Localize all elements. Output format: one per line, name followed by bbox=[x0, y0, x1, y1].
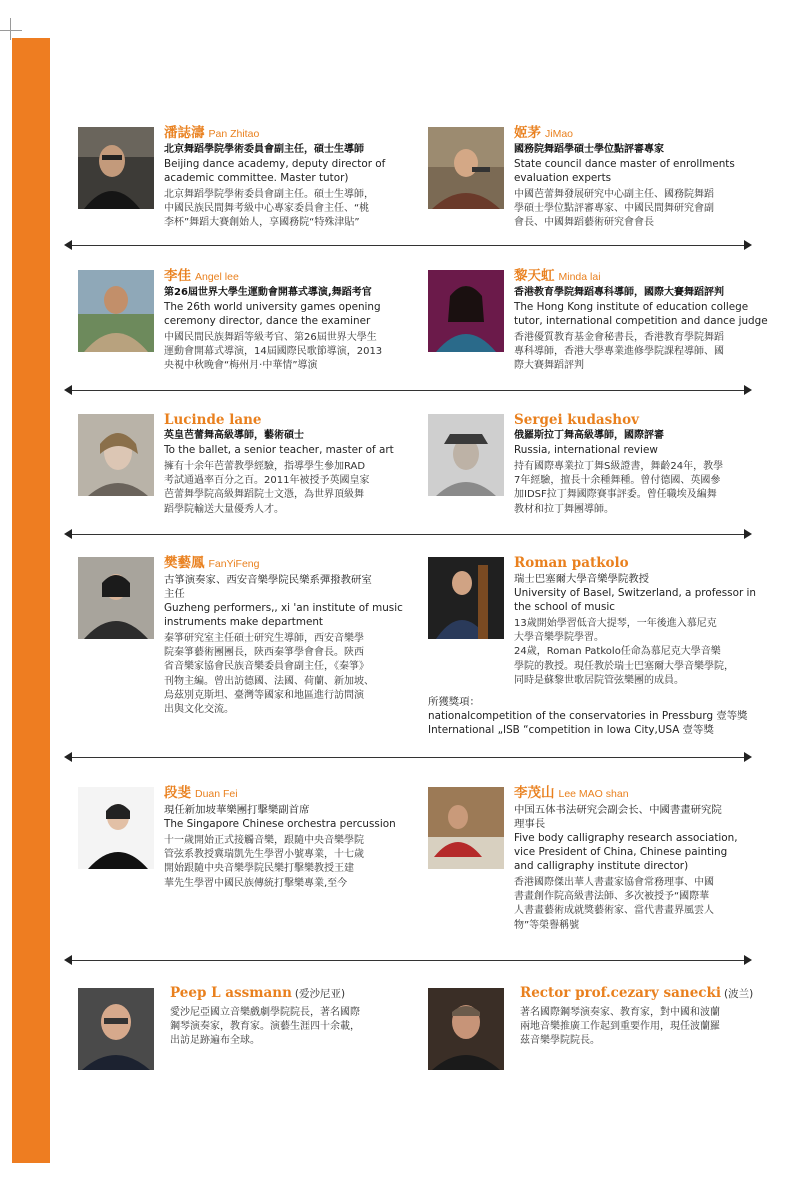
name-chinese: Peep L assmann bbox=[170, 985, 292, 1001]
en-line: 瑞士巴塞爾大學音樂學院教授 bbox=[514, 573, 650, 585]
crop-mark bbox=[0, 30, 22, 31]
portrait-photo bbox=[428, 414, 504, 496]
en-line: 主任 bbox=[164, 588, 185, 600]
en-line: tutor, international competition and dance judge bbox=[514, 315, 768, 327]
name-chinese: 樊藝鳳 bbox=[164, 555, 205, 571]
name-chinese: Lucinde lane bbox=[164, 412, 262, 428]
en-line: To the ballet, a senior teacher, master of art bbox=[164, 444, 394, 456]
bio-line: 7年經驗，擅長十余種舞種。曾付德國、英國參 bbox=[514, 475, 721, 487]
bio-line: 茲音樂學院院長。 bbox=[520, 1035, 600, 1047]
bio-line: 24歲，Roman Patkolo任命為慕尼克大學音樂 bbox=[514, 646, 721, 658]
profile-name bbox=[514, 125, 776, 143]
en-line: Five body calligraphy research association, bbox=[514, 832, 738, 844]
en-line: The Singapore Chinese orchestra percussion bbox=[164, 818, 396, 830]
profile-title: 香港教育學院舞蹈專科導師，國際大賽舞蹈評判 bbox=[514, 287, 724, 298]
portrait-photo bbox=[78, 557, 154, 639]
en-line: ceremony director, dance the examiner bbox=[164, 315, 371, 327]
awards-block bbox=[428, 695, 768, 737]
portrait-photo bbox=[428, 270, 504, 352]
bio-line: 愛沙尼亞國立音樂戲劇學院院長，著名國際 bbox=[170, 1007, 360, 1018]
portrait-photo bbox=[78, 414, 154, 496]
bio-line: 教材和拉丁舞團導師。 bbox=[514, 503, 614, 515]
profile-title: 英皇芭蕾舞高級導師，藝術碩士 bbox=[164, 430, 304, 441]
bio-line: 蹈學院輸送大量優秀人才。 bbox=[164, 503, 284, 515]
bio-line: 兩地音樂推廣工作起到重要作用，現任波蘭羅 bbox=[520, 1021, 720, 1033]
bio-line: 秦箏研究室主任碩士研究生導師，西安音樂學 bbox=[164, 633, 364, 644]
portrait-photo bbox=[78, 127, 154, 209]
en-line: instruments make department bbox=[164, 616, 324, 628]
name-english: FanYiFeng bbox=[208, 558, 260, 570]
portrait-photo bbox=[78, 270, 154, 352]
bio-line: 人書畫藝術成就獎藝術家、當代書畫界風雲人 bbox=[514, 905, 714, 917]
en-line: The Hong Kong institute of education college bbox=[514, 301, 749, 313]
profile-name bbox=[514, 412, 776, 429]
name-english: Lee MAO shan bbox=[558, 788, 629, 800]
portrait-photo bbox=[428, 787, 504, 869]
en-line: 中国五体书法研究会副会长、中國書畫研究院 bbox=[514, 804, 722, 816]
bio-line: 香港國際傑出華人書畫家協會常務理事、中國 bbox=[514, 877, 714, 888]
en-line: 古箏演奏家、西安音樂學院民樂系彈撥教研室 bbox=[164, 574, 372, 586]
profile-name bbox=[514, 555, 776, 572]
bio-line: 書畫創作院高級書法師、多次被授予“國際華 bbox=[514, 891, 710, 903]
bio-line: 中國民族民間舞考級中心專家委員會主任、“桃 bbox=[164, 203, 370, 215]
bio-line: 持有國際專業拉丁舞S級證書，舞齡24年，教學 bbox=[514, 461, 724, 472]
bio-line: 物”等榮譽稱號 bbox=[514, 919, 580, 931]
country-tag: (爱沙尼亚) bbox=[294, 988, 346, 1000]
en-line: academic committee. Master tutor) bbox=[164, 172, 349, 184]
name-english: Angel lee bbox=[195, 271, 239, 283]
portrait-photo bbox=[78, 787, 154, 869]
bio-line: 會長、中國舞蹈藝術研究會會長 bbox=[514, 217, 654, 229]
bio-line: 著名國際鋼琴演奏家、教育家，對中國和波蘭 bbox=[520, 1007, 720, 1018]
portrait-photo bbox=[78, 988, 154, 1070]
name-english: Minda lai bbox=[558, 271, 601, 283]
name-english: Duan Fei bbox=[195, 788, 238, 800]
name-chinese: 李佳 bbox=[164, 268, 191, 284]
portrait-photo bbox=[428, 557, 504, 639]
bio-line: 鋼琴演奏家，教育家。演藝生涯四十余載， bbox=[170, 1021, 360, 1033]
name-chinese: Roman patkolo bbox=[514, 555, 629, 571]
bio-line: 專科導師，香港大學專業進修學院課程導師、國 bbox=[514, 346, 724, 358]
bio-line: 省音樂家協會民族音樂委員會副主任，《秦箏》 bbox=[164, 661, 369, 673]
awards-label: 所獲獎項： bbox=[428, 696, 480, 708]
bio-line: 管弦系教授冀瑞凱先生學習小號專業，十七歲 bbox=[164, 849, 364, 861]
profile-title: 第26屆世界大學生運動會開幕式導演,舞蹈考官 bbox=[164, 287, 372, 298]
bio-line: 中國民間民族舞蹈等級考官、第26屆世界大學生 bbox=[164, 332, 377, 343]
en-line: 現任新加坡華樂團打擊樂副首席 bbox=[164, 804, 310, 816]
section-divider bbox=[72, 534, 744, 535]
section-divider bbox=[72, 757, 744, 758]
profile-name bbox=[164, 412, 426, 429]
name-english: JiMao bbox=[545, 128, 574, 140]
section-divider bbox=[72, 960, 744, 961]
bio-line: 出訪足跡遍布全球。 bbox=[170, 1035, 260, 1047]
bio-line: 香港優質教育基金會秘書長，香港教育學院舞蹈 bbox=[514, 332, 724, 343]
section-divider bbox=[72, 245, 744, 246]
name-chinese: 姬茅 bbox=[514, 125, 541, 141]
profile-title: 國務院舞蹈學碩士學位點評審專家 bbox=[514, 144, 664, 155]
bio-line: 院秦箏藝術團團長，陝西秦箏學會會長。陝西 bbox=[164, 647, 364, 659]
country-tag: (波兰) bbox=[724, 988, 754, 1000]
award-line: International „ISB “competition in Iowa City,USA 壹等獎 bbox=[428, 724, 714, 736]
bio-line: 同時是蘇黎世歌居院管弦樂團的成員。 bbox=[514, 674, 684, 686]
profile-name bbox=[164, 268, 426, 286]
name-chinese: 潘誌濤 bbox=[164, 125, 205, 141]
profile-title: 北京舞蹈學院學術委員會副主任，碩士生導師 bbox=[164, 144, 364, 155]
bio-line: 大學音樂學院學習。 bbox=[514, 632, 604, 644]
bio-line: 加IDSF拉丁舞國際賽事評委。曾任職埃及編舞 bbox=[514, 489, 717, 501]
name-english: Pan Zhitao bbox=[208, 128, 260, 140]
profile-name bbox=[164, 555, 426, 573]
bio-line: 北京舞蹈學院學術委員會副主任。碩士生導師， bbox=[164, 189, 374, 200]
en-line: The 26th world university games opening bbox=[164, 301, 381, 313]
en-line: vice President of China, Chinese painting bbox=[514, 846, 728, 858]
en-line: State council dance master of enrollments bbox=[514, 158, 735, 170]
en-line: Russia, international review bbox=[514, 444, 658, 456]
en-line: Beijing dance academy, deputy director of bbox=[164, 158, 386, 170]
bio-line: 出與文化交流。 bbox=[164, 704, 234, 716]
bio-line: 華先生學習中國民族傳統打擊樂專業,至今 bbox=[164, 877, 348, 889]
bio-line: 際大賽舞蹈評判 bbox=[514, 360, 584, 372]
bio-line: 中國芭蕾舞發展研究中心副主任、國務院舞蹈 bbox=[514, 189, 714, 200]
name-chinese: Rector prof.cezary sanecki bbox=[520, 985, 721, 1001]
orange-sidebar-strip bbox=[12, 38, 50, 1163]
en-line: Guzheng performers,, xi 'an institute of music bbox=[164, 602, 403, 614]
profile-name bbox=[514, 785, 776, 803]
bio-line: 刊物主編。曾出訪德國、法國、荷蘭、新加坡、 bbox=[164, 675, 374, 687]
bio-line: 考試通過率百分之百。2011年被授予英國皇家 bbox=[164, 475, 370, 487]
bio-line: 十一歲開始正式接觸音樂，跟隨中央音樂學院 bbox=[164, 835, 364, 846]
profile-name bbox=[514, 268, 776, 286]
bio-line: 擁有十余年芭蕾教學經驗，指導學生參加RAD bbox=[164, 461, 366, 472]
bio-line: 芭蕾舞學院高級舞蹈院士文憑，為世界頂級舞 bbox=[164, 489, 364, 501]
profile-name bbox=[520, 985, 782, 1003]
bio-line: 央視中秋晚會“梅州月·中華情”導演 bbox=[164, 360, 318, 372]
name-chinese: 李茂山 bbox=[514, 785, 555, 801]
name-chinese: 段斐 bbox=[164, 785, 191, 801]
bio-line: 學碩士學位點評審專家、中國民間舞研究會副 bbox=[514, 203, 714, 215]
bio-line: 烏茲別克斯坦、臺灣等國家和地區進行訪問演 bbox=[164, 689, 364, 701]
profile-title: 俄羅斯拉丁舞高級導師，國際評審 bbox=[514, 430, 664, 441]
portrait-photo bbox=[428, 127, 504, 209]
award-line: nationalcompetition of the conservatories in Pressburg 壹等獎 bbox=[428, 710, 748, 722]
bio-line: 13歲開始學習低音大提琴，一年後進入慕尼克 bbox=[514, 618, 717, 629]
profile-name bbox=[164, 785, 426, 803]
crop-mark bbox=[10, 18, 11, 40]
en-line: and calligraphy institute director) bbox=[514, 860, 689, 872]
profile-name bbox=[170, 985, 432, 1003]
en-line: University of Basel, Switzerland, a professor in bbox=[514, 587, 756, 599]
section-divider bbox=[72, 390, 744, 391]
bio-line: 李杯”舞蹈大賽創始人，享國務院“特殊津貼” bbox=[164, 217, 360, 229]
name-chinese: 黎天虹 bbox=[514, 268, 555, 284]
name-chinese: Sergei kudashov bbox=[514, 412, 639, 428]
bio-line: 運動會開幕式導演，14屆國際民歌節導演，2013 bbox=[164, 346, 383, 358]
portrait-photo bbox=[428, 988, 504, 1070]
en-line: evaluation experts bbox=[514, 172, 612, 184]
en-line: the school of music bbox=[514, 601, 616, 613]
bio-line: 學院的教授。現任教於瑞士巴塞爾大學音樂學院， bbox=[514, 660, 734, 672]
en-line: 理事長 bbox=[514, 818, 546, 830]
bio-line: 開始跟隨中央音樂學院民樂打擊樂教授王建 bbox=[164, 863, 354, 875]
profile-name bbox=[164, 125, 426, 143]
